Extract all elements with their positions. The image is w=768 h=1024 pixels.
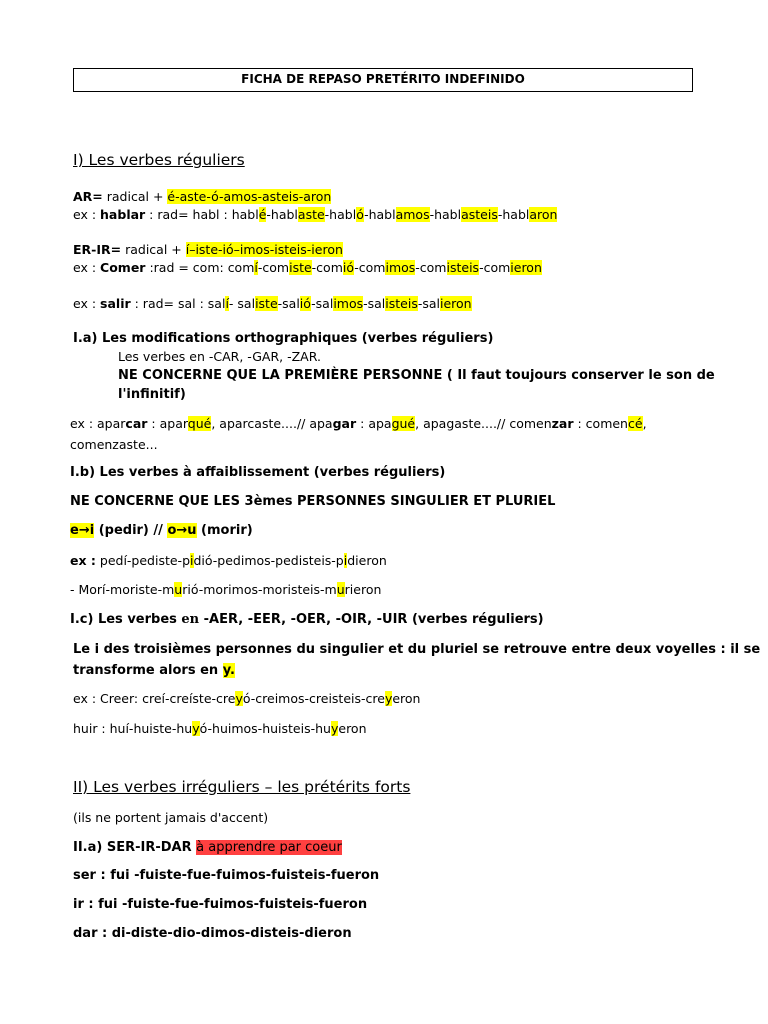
text-segment: -com (257, 260, 290, 275)
section-1b-example1-label: ex : (70, 553, 96, 568)
dar-conjugation: dar : di-diste-dio-dimos-disteis-dieron (73, 926, 352, 941)
ar-example-rest: : rad= habl : habl (145, 207, 259, 222)
text-segment: dió-pedimos-pedisteis-p (193, 553, 344, 568)
section-1c-example1-forms (73, 691, 420, 706)
section-1a-example-forms (70, 416, 647, 431)
section-2-note: (ils ne portent jamais d'accent) (73, 810, 269, 825)
section-1c-line2-pre: transforme alors en (73, 663, 223, 678)
section-1c-heading (70, 612, 544, 628)
text-segment: isteis (446, 260, 480, 275)
rule-o-to-u-rest: (morir) (196, 523, 253, 538)
salir-example (73, 296, 472, 312)
section-2-heading (73, 777, 410, 797)
rule-e-to-i-rest: (pedir) // (94, 523, 168, 538)
text-segment: - Morí-moriste-m (70, 582, 175, 597)
section-1a-example-line2: comenzaste... (70, 437, 158, 452)
text-segment: cé (627, 416, 643, 431)
text-segment: pedí-pediste-p (95, 553, 191, 568)
er-example-prefix: ex : (73, 260, 101, 275)
text-segment: imos (385, 260, 416, 275)
text-segment: gué (391, 416, 416, 431)
text-segment: - sal (228, 296, 256, 311)
ar-rule (73, 189, 331, 205)
ar-label: AR= (73, 189, 103, 204)
text-segment: í (254, 260, 258, 275)
er-ir-rule (73, 242, 343, 258)
text-segment: isteis (385, 296, 418, 311)
salir-rest: : rad= sal : sal (130, 296, 226, 311)
text-segment: -sal (277, 296, 300, 311)
ar-example-forms (259, 207, 558, 222)
section-2a-heading (73, 840, 342, 856)
text-segment: ió (342, 260, 355, 275)
text-segment: , apagaste....// comen (415, 416, 552, 431)
text-segment: -habl (266, 207, 298, 222)
text-segment: ieron (440, 296, 472, 311)
text-segment: -com (415, 260, 447, 275)
section-1-heading (73, 150, 245, 170)
er-example-rest: :rad = com: com (145, 260, 255, 275)
text-segment: -habl (324, 207, 357, 222)
text-segment: -sal (363, 296, 386, 311)
text-segment: iste (289, 260, 312, 275)
ser-conjugation: ser : fui -fuiste-fue-fuimos-fuisteis-fueron (73, 868, 380, 883)
text-segment: -habl (429, 207, 462, 222)
ar-example (73, 207, 557, 223)
section-2-heading-text: II) Les verbes irréguliers – les prétérits forts (73, 778, 411, 796)
er-example-verb: Comer (100, 260, 146, 275)
section-1c-heading-en: en (181, 612, 200, 627)
text-segment: rieron (344, 582, 382, 597)
page-title: FICHA DE REPASO PRETÉRITO INDEFINIDO (73, 68, 693, 92)
section-1b-example2 (70, 582, 381, 598)
text-segment: ó-huimos-huisteis-hu (199, 721, 331, 736)
section-1b-heading: I.b) Les verbes à affaiblissement (verbes réguliers) (70, 465, 446, 480)
text-segment: aron (529, 207, 558, 222)
text-segment: : apar (147, 416, 188, 431)
text-segment: ex : Creer: creí-creíste-cre (73, 691, 236, 706)
text-segment: amos (395, 207, 430, 222)
salir-forms (225, 296, 471, 311)
text-segment: y (192, 721, 200, 736)
section-1b-example1 (70, 553, 387, 569)
text-segment: car (125, 416, 148, 431)
rule-e-to-i: e→i (70, 523, 95, 538)
er-example (73, 260, 542, 276)
text-segment: y (384, 691, 393, 706)
section-1c-line1: Le i des troisièmes personnes du singulier et du pluriel se retrouve entre deux voyelles : il se (73, 642, 761, 657)
text-segment: iste (255, 296, 278, 311)
text-segment: rió-morimos-moristeis-m (182, 582, 337, 597)
text-segment: -sal (311, 296, 334, 311)
section-1c-example2 (73, 721, 367, 737)
text-segment: ex : apar (70, 416, 126, 431)
text-segment: qué (187, 416, 212, 431)
section-1c-line2-hl: y. (222, 663, 235, 678)
section-1c-line2 (73, 663, 235, 679)
section-2a-highlight: à apprendre par coeur (196, 840, 342, 855)
text-segment: -habl (497, 207, 530, 222)
text-segment: ó (356, 207, 365, 222)
text-segment: u (336, 582, 345, 597)
section-1a-line1: Les verbes en -CAR, -GAR, -ZAR. (118, 349, 321, 364)
section-1a-line2: NE CONCERNE QUE LA PREMIÈRE PERSONNE ( Il faut toujours conserver le son de (118, 368, 715, 383)
ar-example-prefix: ex : (73, 207, 101, 222)
text-segment: asteis (461, 207, 498, 222)
er-example-forms (254, 260, 542, 275)
text-segment: eron (338, 721, 367, 736)
section-1b-example2-forms (70, 582, 381, 597)
text-segment: : comen (573, 416, 628, 431)
section-1a-example (70, 416, 647, 432)
er-endings: í–iste-ió–imos-isteis-ieron (185, 242, 343, 257)
section-2a-label: II.a) SER-IR-DAR (73, 840, 197, 855)
salir-verb: salir (100, 296, 131, 311)
text-segment: é (258, 207, 267, 222)
ir-conjugation: ir : fui -fuiste-fue-fuimos-fuisteis-fueron (73, 897, 368, 912)
ar-example-verb: hablar (100, 207, 146, 222)
section-1b-example1-forms (96, 553, 387, 568)
text-segment: -habl (364, 207, 396, 222)
section-1-heading-text: I) Les verbes réguliers (73, 151, 245, 169)
text-segment: -com (354, 260, 386, 275)
text-segment: , (642, 416, 647, 431)
text-segment: y (330, 721, 339, 736)
section-1b-line1: NE CONCERNE QUE LES 3èmes PERSONNES SINGULIER ET PLURIEL (70, 494, 556, 509)
text-segment: zar (551, 416, 574, 431)
rule-o-to-u: o→u (167, 523, 197, 538)
salir-prefix: ex : (73, 296, 101, 311)
text-segment: , aparcaste....// apa (211, 416, 333, 431)
section-1c-example2-forms (73, 721, 367, 736)
text-segment: í (225, 296, 229, 311)
text-segment: aste (297, 207, 325, 222)
section-1a-line3: l'infinitif) (118, 387, 186, 402)
text-segment: : apa (356, 416, 392, 431)
text-segment: -com (479, 260, 511, 275)
section-1a-heading: I.a) Les modifications orthographiques (verbes réguliers) (73, 331, 494, 346)
er-label: ER-IR= (73, 242, 122, 257)
text-segment: -com (311, 260, 343, 275)
text-segment: i (343, 553, 348, 568)
text-segment: ió (299, 296, 312, 311)
text-segment: gar (332, 416, 357, 431)
text-segment: dieron (347, 553, 387, 568)
section-1c-example1 (73, 691, 420, 707)
text-segment: eron (392, 691, 421, 706)
text-segment: i (190, 553, 194, 568)
section-1b-rule (70, 523, 253, 539)
text-segment: ó-creimos-creisteis-cre (242, 691, 385, 706)
text-segment: -sal (417, 296, 440, 311)
ar-text: radical + (102, 189, 168, 204)
text-segment: huir : huí-huiste-hu (73, 721, 193, 736)
er-text: radical + (121, 242, 186, 257)
section-1c-heading-pre: I.c) Les verbes (70, 612, 182, 627)
text-segment: u (174, 582, 183, 597)
text-segment: ieron (510, 260, 542, 275)
section-1c-heading-rest: -AER, -EER, -OER, -OIR, -UIR (verbes réguliers) (199, 612, 544, 627)
text-segment: y (235, 691, 243, 706)
ar-endings: é-aste-ó-amos-asteis-aron (167, 189, 332, 204)
text-segment: imos (333, 296, 364, 311)
